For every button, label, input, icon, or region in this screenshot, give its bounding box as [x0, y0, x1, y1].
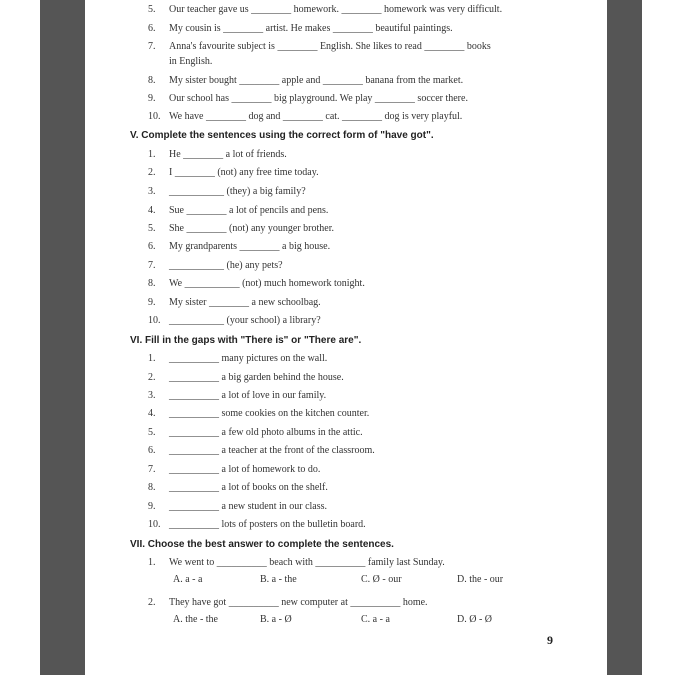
- page-number: 9: [547, 633, 553, 647]
- item-text: Sue ________ a lot of pencils and pens.: [169, 205, 329, 216]
- viewer-margin-left: [40, 0, 85, 675]
- item-text: I ________ (not) any free time today.: [169, 167, 319, 178]
- item-text: in English.: [169, 56, 213, 67]
- item-text: They have got __________ new computer at __________ home.: [169, 597, 428, 608]
- item-number: 5.: [148, 4, 156, 15]
- section-vii-heading: VII. Choose the best answer to complete the sentences.: [130, 539, 394, 550]
- item-number: 4.: [148, 205, 156, 216]
- item-text: __________ a lot of homework to do.: [169, 464, 321, 475]
- item-text: ___________ (they) a big family?: [169, 186, 306, 197]
- item-text: __________ a teacher at the front of the classroom.: [169, 445, 375, 456]
- section-v-heading: V. Complete the sentences using the correct form of "have got".: [130, 130, 434, 141]
- item-text: __________ some cookies on the kitchen counter.: [169, 408, 370, 419]
- item-text: __________ a few old photo albums in the attic.: [169, 427, 363, 438]
- section-vi-heading: VI. Fill in the gaps with "There is" or "There are".: [130, 335, 362, 346]
- item-text: We went to __________ beach with __________ family last Sunday.: [169, 557, 445, 568]
- item-text: Anna's favourite subject is ________ English. She likes to read ________ books: [169, 41, 491, 52]
- item-number: 9.: [148, 501, 156, 512]
- item-text: __________ lots of posters on the bulletin board.: [169, 519, 366, 530]
- item-number: 2.: [148, 167, 156, 178]
- item-number: 1.: [148, 353, 156, 364]
- item-text: __________ a lot of books on the shelf.: [169, 482, 328, 493]
- item-number: 7.: [148, 464, 156, 475]
- item-text: He ________ a lot of friends.: [169, 149, 287, 160]
- viewer-margin-right: [607, 0, 642, 675]
- item-number: 10.: [148, 519, 161, 530]
- item-number: 4.: [148, 408, 156, 419]
- worksheet-page: [85, 0, 607, 675]
- answer-option: D. the - our: [457, 574, 504, 585]
- item-number: 9.: [148, 93, 156, 104]
- item-number: 9.: [148, 297, 156, 308]
- item-number: 7.: [148, 41, 156, 52]
- item-text: __________ a big garden behind the house.: [169, 372, 344, 383]
- item-text: We have ________ dog and ________ cat. ________ dog is very playful.: [169, 111, 463, 122]
- item-text: __________ a new student in our class.: [169, 501, 328, 512]
- item-text: My grandparents ________ a big house.: [169, 241, 331, 252]
- item-number: 10.: [148, 111, 161, 122]
- answer-option: B. a - Ø: [260, 614, 292, 625]
- item-text: She ________ (not) any younger brother.: [169, 223, 334, 234]
- item-text: ___________ (he) any pets?: [169, 260, 283, 271]
- item-text: ___________ (your school) a library?: [169, 315, 321, 326]
- answer-option: B. a - the: [260, 574, 297, 585]
- item-text: __________ a lot of love in our family.: [169, 390, 327, 401]
- item-number: 1.: [148, 149, 156, 160]
- item-number: 3.: [148, 186, 156, 197]
- item-number: 7.: [148, 260, 156, 271]
- item-number: 8.: [148, 482, 156, 493]
- answer-option: C. Ø - our: [361, 574, 402, 585]
- item-text: Our teacher gave us ________ homework. ________ homework was very difficult.: [169, 4, 503, 15]
- answer-option: A. the - the: [173, 614, 218, 625]
- item-number: 2.: [148, 597, 156, 608]
- item-number: 3.: [148, 390, 156, 401]
- item-number: 5.: [148, 427, 156, 438]
- item-number: 8.: [148, 278, 156, 289]
- item-number: 2.: [148, 372, 156, 383]
- item-number: 6.: [148, 445, 156, 456]
- answer-option: A. a - a: [173, 574, 203, 585]
- item-number: 10.: [148, 315, 161, 326]
- item-number: 1.: [148, 557, 156, 568]
- item-text: __________ many pictures on the wall.: [169, 353, 328, 364]
- item-number: 5.: [148, 223, 156, 234]
- answer-option: D. Ø - Ø: [457, 614, 492, 625]
- item-text: My sister ________ a new schoolbag.: [169, 297, 321, 308]
- item-number: 8.: [148, 75, 156, 86]
- item-number: 6.: [148, 241, 156, 252]
- item-text: My cousin is ________ artist. He makes ________ beautiful paintings.: [169, 23, 453, 34]
- item-number: 6.: [148, 23, 156, 34]
- item-text: My sister bought ________ apple and ________ banana from the market.: [169, 75, 464, 86]
- item-text: We ___________ (not) much homework tonight.: [169, 278, 365, 289]
- item-text: Our school has ________ big playground. We play ________ soccer there.: [169, 93, 468, 104]
- answer-option: C. a - a: [361, 614, 390, 625]
